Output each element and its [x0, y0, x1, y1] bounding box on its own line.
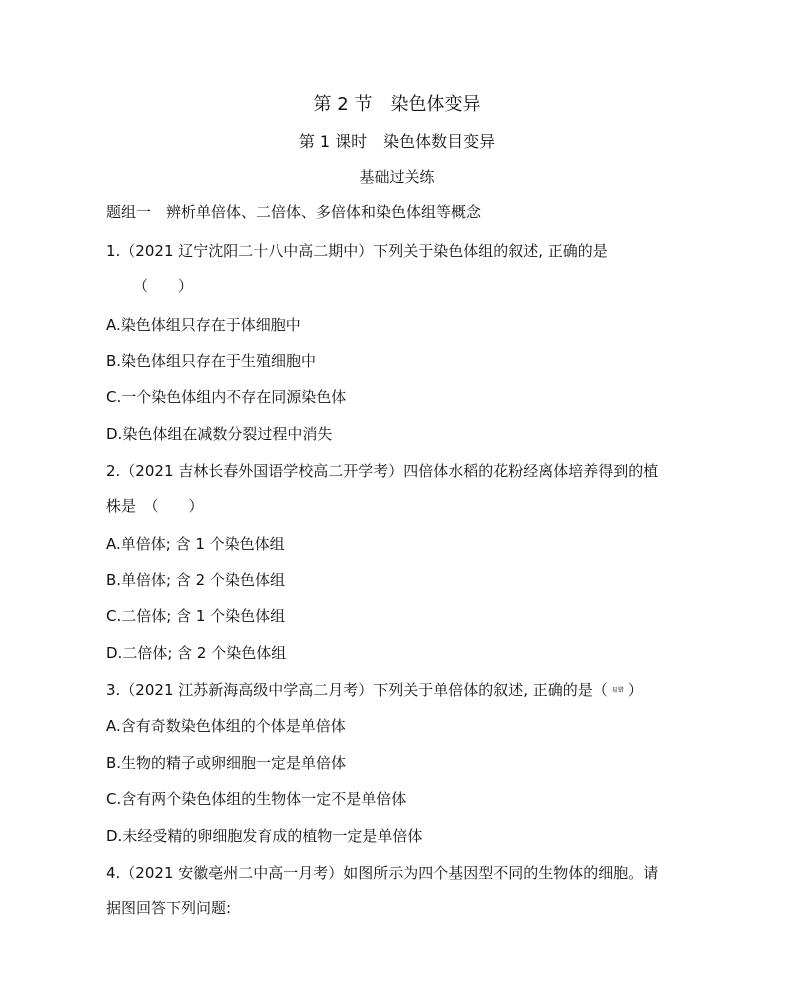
error-prone-tag: 易错 — [611, 686, 624, 694]
question-2-option-a: A.单倍体; 含 1 个染色体组 — [106, 535, 285, 553]
question-group-title: 题组一 辨析单倍体、二倍体、多倍体和染色体组等概念 — [106, 203, 482, 221]
question-4-stem: 4.（2021 安徽亳州二中高一月考）如图所示为四个基因型不同的生物体的细胞。请 — [106, 864, 659, 882]
question-1-option-c: C.一个染色体组内不存在同源染色体 — [106, 388, 347, 406]
question-3-option-c: C.含有两个染色体组的生物体一定不是单倍体 — [106, 790, 407, 808]
question-4-stem-continued: 据图回答下列问题: — [106, 899, 232, 917]
question-2-stem-continued: 株是 （ ） — [106, 497, 204, 515]
question-2-option-c: C.二倍体; 含 1 个染色体组 — [106, 607, 286, 625]
question-3-option-b: B.生物的精子或卵细胞一定是单倍体 — [106, 754, 347, 772]
question-1-stem: 1.（2021 辽宁沈阳二十八中高二期中）下列关于染色体组的叙述, 正确的是 — [106, 242, 608, 260]
question-3-stem-end: ） — [627, 681, 643, 699]
question-1-option-d: D.染色体组在减数分裂过程中消失 — [106, 425, 333, 443]
question-3-option-d: D.未经受精的卵细胞发育成的植物一定是单倍体 — [106, 827, 423, 845]
question-1-option-b: B.染色体组只存在于生殖细胞中 — [106, 352, 317, 370]
question-3-stem-text: 3.（2021 江苏新海高级中学高二月考）下列关于单倍体的叙述, 正确的是（ — [106, 681, 608, 699]
practice-title: 基础过关练 — [359, 168, 435, 186]
question-1-answer-blank: （ ） — [133, 277, 194, 295]
lesson-title: 第 1 课时 染色体数目变异 — [298, 132, 496, 151]
question-3-stem — [106, 679, 643, 702]
question-3-option-a: A.含有奇数染色体组的个体是单倍体 — [106, 717, 346, 735]
section-title: 第 2 节 染色体变异 — [313, 94, 481, 115]
question-2-option-d: D.二倍体; 含 2 个染色体组 — [106, 644, 287, 662]
question-1-option-a: A.染色体组只存在于体细胞中 — [106, 316, 301, 334]
question-2-stem: 2.（2021 吉林长春外国语学校高二开学考）四倍体水稻的花粉经离体培养得到的植 — [106, 462, 659, 480]
question-2-option-b: B.单倍体; 含 2 个染色体组 — [106, 571, 285, 589]
